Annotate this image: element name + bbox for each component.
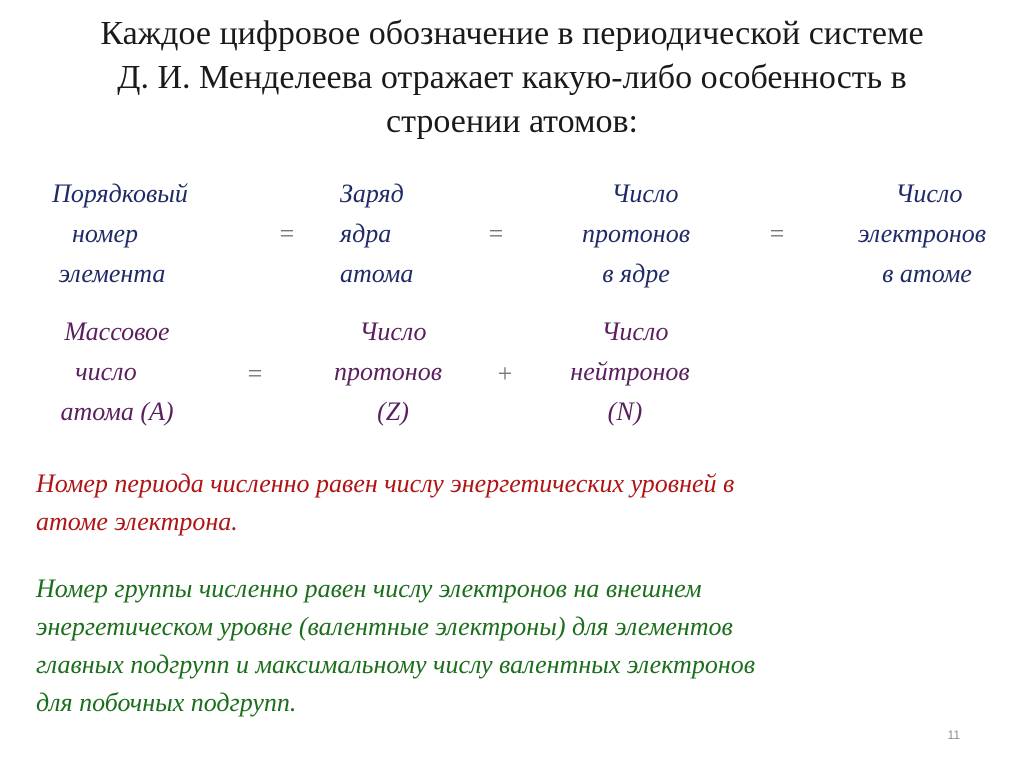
slide-title [20, 12, 1004, 144]
term-neutrons-n [540, 312, 720, 432]
term-protons-in-nucleus [556, 174, 716, 294]
term-mass-number [32, 312, 202, 432]
term-atomic-number [20, 174, 220, 294]
term-line: протонов [334, 357, 442, 386]
equals-sign: = [488, 219, 504, 248]
term-line: Число [895, 179, 963, 208]
term-line: номер [71, 219, 139, 248]
title-line: Д. И. Менделеева отражает какую-либо особенность в [117, 59, 907, 96]
plus-sign: + [497, 359, 513, 388]
term-line: элемента [58, 259, 166, 288]
group-rule-line: главных подгрупп и максимальному числу валентных электронов [36, 650, 755, 679]
group-rule-line: энергетическом уровне (валентные электроны) для элементов [36, 612, 733, 641]
term-line: в атоме [882, 259, 972, 288]
group-rule-line: для побочных подгрупп. [36, 688, 297, 717]
term-nuclear-charge [340, 174, 460, 294]
term-line: Число [359, 317, 427, 346]
period-rule-line: атоме электрона. [36, 507, 238, 536]
group-rule [36, 570, 996, 722]
term-line: Порядковый [52, 179, 188, 208]
term-electrons-in-atom [834, 174, 1010, 294]
period-rule-line: Номер периода численно равен числу энергетических уровней в [36, 469, 735, 498]
page-number: 11 [947, 728, 960, 742]
term-protons-z [308, 312, 468, 432]
term-line: Заряд [340, 179, 404, 208]
title-line: строении атомов: [386, 103, 638, 140]
term-line: Массовое [64, 317, 170, 346]
equals-sign: = [769, 219, 785, 248]
term-line: нейтронов [570, 357, 690, 386]
title-line: Каждое цифровое обозначение в периодической системе [100, 15, 924, 52]
term-line: (N) [607, 397, 643, 426]
term-line: Число [611, 179, 679, 208]
term-line: в ядре [602, 259, 670, 288]
term-line: (Z) [377, 397, 409, 426]
equals-sign: = [279, 219, 295, 248]
equals-sign: = [247, 359, 263, 388]
term-line: протонов [582, 219, 690, 248]
term-line: Число [601, 317, 669, 346]
term-line: атома (А) [60, 397, 174, 426]
term-line: число [75, 357, 137, 386]
group-rule-line: Номер группы численно равен числу электронов на внешнем [36, 574, 702, 603]
term-line: ядра [340, 219, 392, 248]
term-line: атома [340, 259, 414, 288]
period-rule [36, 465, 996, 541]
term-line: электронов [857, 219, 987, 248]
